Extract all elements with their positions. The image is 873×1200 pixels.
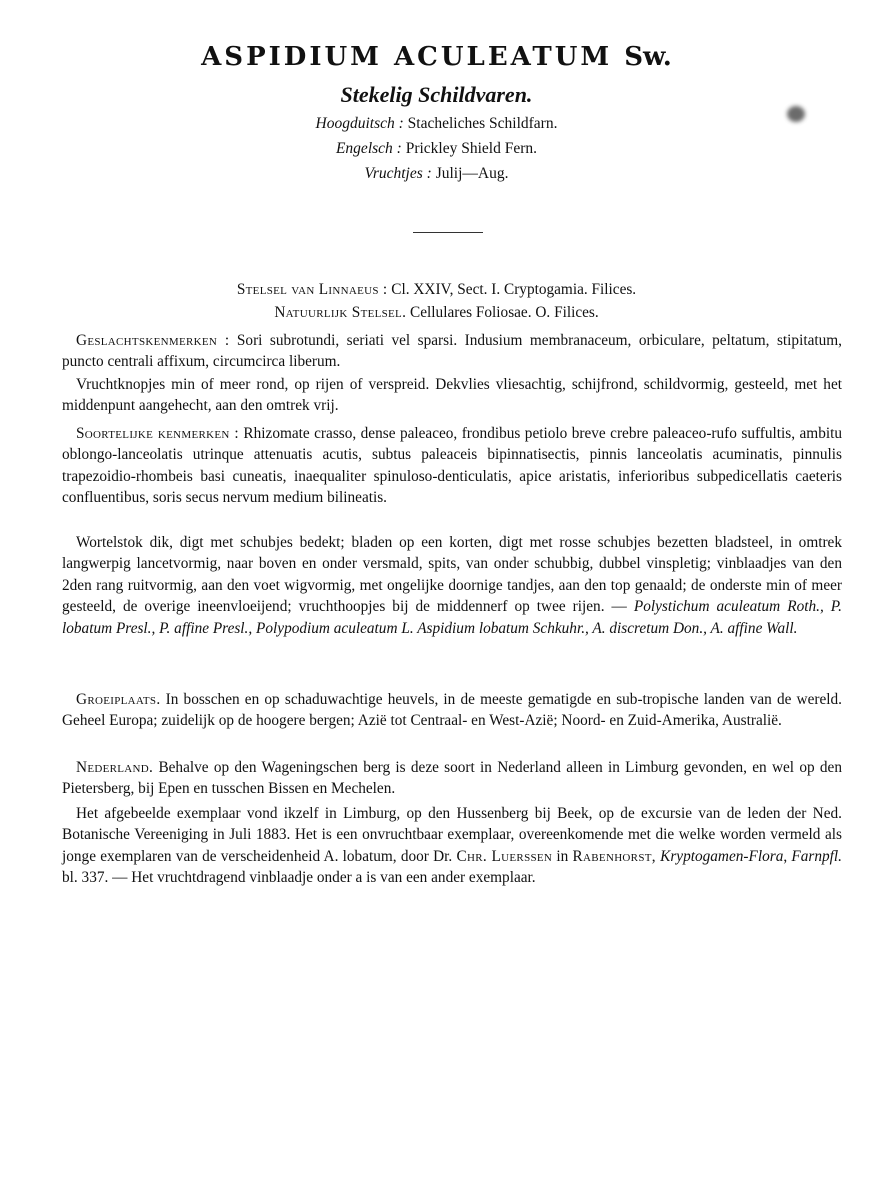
- natural-system-line: [0, 302, 873, 323]
- genus-characters-dutch: Vruchtknopjes min of meer rond, op rijen of verspreid. Dekvlies vliesachtig, schijfrond, schildvormig, gesteeld, met het middenpunt aangehecht, aan den omtrek vrij.: [62, 376, 842, 415]
- section-divider: [413, 232, 483, 233]
- species-dutch-text: Wortelstok dik, digt met schubjes bedekt; bladen op een korten, digt met rosse schubjes bezetten bladsteel, in omtrek langwerpig lancetvormig, naar boven en onder versmald, spits, van onder schubbig, dubbel vinspletig; vinblaadjes van den 2den rang ruitvormig, aan den voet wigvormig, met ongelijke doornige tandjes, aan den top genaald; de onderste min of meer gesteeld, de overige ineenvloeijend; vruchthoopjes bij de middennerf op twee rijen. —: [62, 534, 842, 616]
- citation-publisher: Rabenhorst,: [572, 847, 656, 865]
- genus-characters-latin: [62, 330, 842, 373]
- netherlands-text: Behalve op den Wageningschen berg is deze soort in Nederland alleen in Limburg gevonden, en wel op den Pietersberg, bij Epen en tusschen Bissen en Mechelen.: [62, 759, 842, 798]
- german-name: Stacheliches Schildfarn.: [407, 115, 558, 132]
- netherlands-label: Nederland.: [76, 759, 154, 776]
- german-label: Hoogduitsch :: [315, 115, 404, 132]
- citation-in: in: [556, 847, 569, 865]
- natural-system-label: Natuurlijk Stelsel.: [274, 304, 407, 321]
- english-name: Prickley Shield Fern.: [405, 140, 538, 157]
- citation-section: Farnpfl.: [791, 847, 842, 865]
- habitat-label: Groeiplaats.: [76, 691, 161, 708]
- genus-latin-text: Sori subrotundi, seriati vel sparsi. Indusium membranaceum, orbiculare, peltatum, stipitatum, puncto centrali affixum, circumcirca liberum.: [62, 332, 842, 371]
- specimen-note: [62, 803, 842, 889]
- page-title: [0, 42, 873, 72]
- habitat-paragraph: [62, 689, 842, 732]
- natural-system-value: Cellulares Foliosae. O. Filices.: [410, 304, 599, 321]
- english-label: Engelsch :: [335, 140, 402, 157]
- citation-work: Kryptogamen-Flora: [660, 847, 784, 865]
- specimen-note-end: bl. 337. — Het vruchtdragend vinblaadje onder a is van een ander exemplaar.: [62, 869, 536, 887]
- habitat-text: In bosschen en op schaduwachtige heuvels, in de meeste gematigde en sub-tropische landen van de wereld. Geheel Europa; zuidelijk op de hoogere bergen; Azië tot Centraal- en West-Azië; Noord- en Zuid-Amerika, Australië.: [62, 691, 842, 730]
- linnaeus-system-line: [0, 279, 873, 300]
- english-name-line: [0, 140, 873, 158]
- fruiting-period-line: [0, 165, 873, 183]
- species-label: Soortelijke kenmerken :: [76, 425, 239, 442]
- genus-label: Geslachtskenmerken :: [76, 332, 230, 349]
- linnaeus-value: Cl. XXIV, Sect. I. Cryptogamia. Filices.: [391, 281, 637, 298]
- species-latin-text: Rhizomate crasso, dense paleaceo, frondibus petiolo breve crebre paleaceo-rufo suffultis, ambitu oblongo-lanceolatis utrinque attenuatis acutis, subtus paleaceis bipinnatisectis, pinnis lanceolatis acuminatis, pinnulis trapezoidio-rhombeis basi cuneatis, inaequaliter spinuloso-denticulatis, apice aristatis, inferioribus subpedicellatis caeteris confluentibus, soris secus nervum medium bilineatis.: [62, 425, 843, 507]
- species-synonyms: Polystichum aculeatum Roth., P. lobatum Presl., P. affine Presl., Polypodium aculeatum L. Aspidium lobatum Schkuhr., A. discretum Don., A. affine Wall.: [62, 598, 843, 637]
- species-characters-dutch: [62, 532, 842, 639]
- netherlands-paragraph: [62, 757, 842, 800]
- linnaeus-label: Stelsel van Linnaeus :: [236, 281, 388, 298]
- fruiting-label: Vruchtjes :: [364, 165, 432, 182]
- citation-author: Chr. Luerssen: [456, 847, 553, 865]
- title-author: Sw.: [624, 42, 672, 72]
- species-characters-latin: [62, 423, 842, 509]
- dutch-common-name: Stekelig Schildvaren.: [340, 82, 533, 107]
- fruiting-period: Julij—Aug.: [435, 165, 509, 182]
- german-name-line: [0, 115, 873, 133]
- ink-smudge: [787, 106, 805, 122]
- specimen-note-text: Het afgebeelde exemplaar vond ikzelf in Limburg, op den Hussenberg bij Beek, op de excursie van de leden der Ned. Botanische Vereeniging in Juli 1883. Het is een onvruchtbaar exemplaar, overeenkomende met die welke worden vermeld als jonge exemplaren van de verscheidenheid A. lobatum, door Dr.: [62, 805, 842, 865]
- citation-comma: ,: [783, 847, 788, 865]
- title-species: ASPIDIUM ACULEATUM: [201, 42, 613, 72]
